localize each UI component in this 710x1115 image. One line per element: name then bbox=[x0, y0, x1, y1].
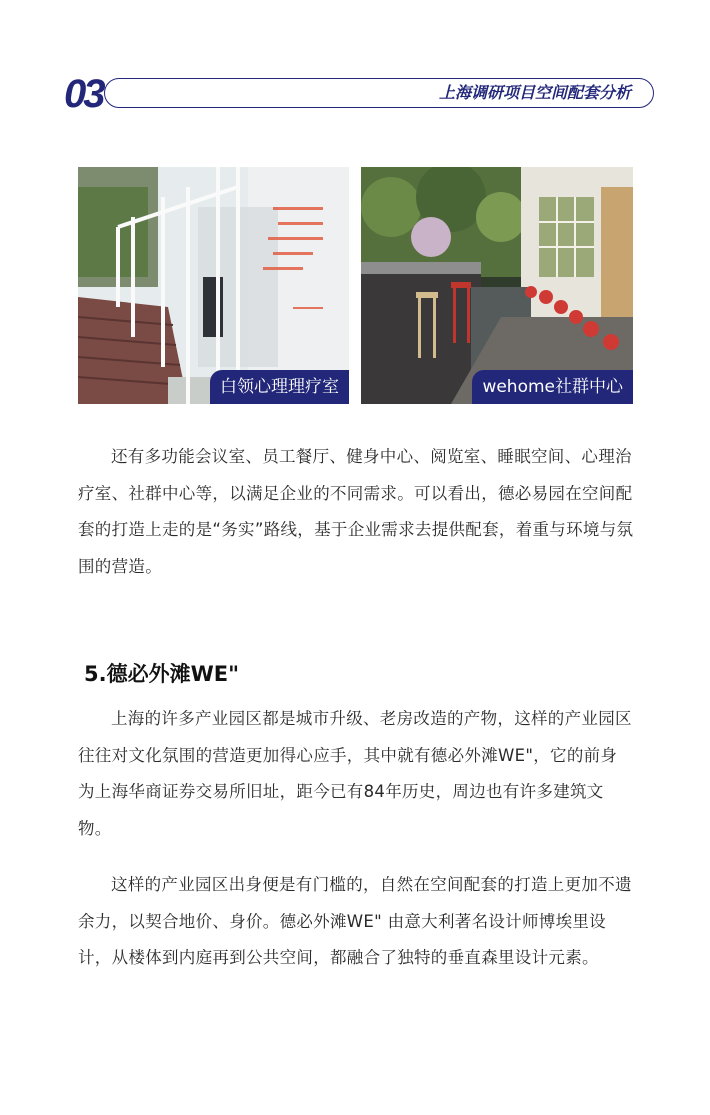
section-heading: 5.德必外滩WE" bbox=[84, 662, 240, 686]
photo-community-center bbox=[361, 167, 633, 404]
photo-psychology-room bbox=[78, 167, 349, 404]
header-number: 03 bbox=[64, 72, 103, 116]
header-banner bbox=[104, 78, 654, 108]
community-center-image bbox=[361, 167, 633, 404]
psychology-room-image bbox=[78, 167, 349, 404]
photo-caption: 白领心理理疗室 bbox=[210, 370, 349, 404]
photo-caption: wehome社群中心 bbox=[472, 370, 633, 404]
body-paragraph: 还有多功能会议室、员工餐厅、健身中心、阅览室、睡眠空间、心理治疗室、社群中心等，以满足企业的不同需求。可以看出，德必易园在空间配套的打造上走的是“务实”路线，基于企业需求去提供配套，着重与环境与氛围的营造。 bbox=[78, 447, 634, 576]
body-paragraph: 上海的许多产业园区都是城市升级、老房改造的产物，这样的产业园区往往对文化氛围的营造更加得心应手，其中就有德必外滩WE"，它的前身为上海华商证券交易所旧址，距今已有84年历史，周边也有许多建筑文物。 bbox=[78, 709, 632, 838]
body-paragraph: 这样的产业园区出身便是有门槛的，自然在空间配套的打造上更加不遗余力，以契合地价、身价。德必外滩WE" 由意大利著名设计师博埃里设计，从楼体到内庭再到公共空间，都融合了独特的垂直森里设计元素。 bbox=[78, 875, 632, 967]
header-title: 上海调研项目空间配套分析 bbox=[438, 83, 631, 102]
